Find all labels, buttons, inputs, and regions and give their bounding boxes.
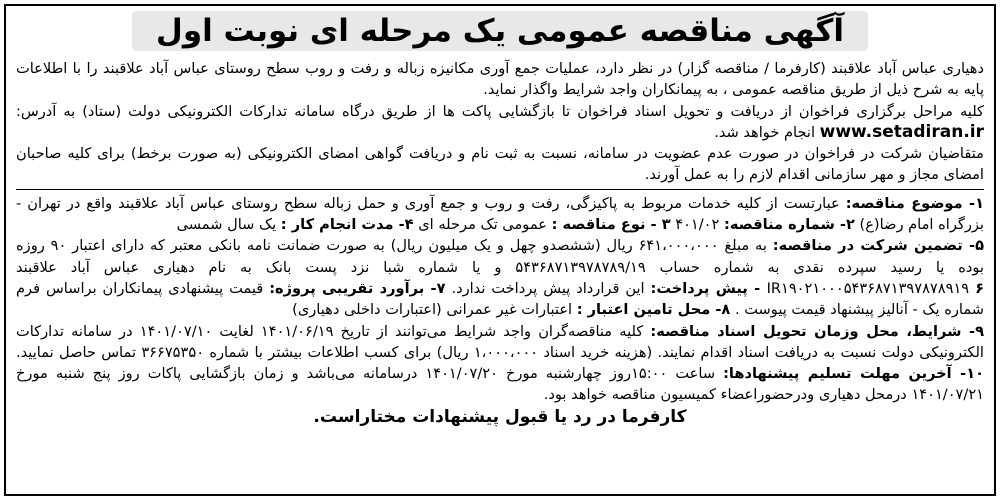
intro-p2-after: انجام خواهد شد. — [714, 123, 815, 141]
item-6-label: ۶ - پیش پرداخت: — [650, 279, 984, 297]
setad-url[interactable]: www.setadiran.ir — [819, 121, 984, 142]
item-2-label: ۲- شماره مناقصه: — [724, 216, 855, 234]
item-8-label: ۸- محل تامین اعتبار : — [576, 301, 731, 319]
item-9-text: کلیه مناقصه‌گران واجد شرایط می‌توانند از تاریخ ۱۴۰۱/۰۶/۱۹ لغایت ۱۴۰۱/۰۷/۱۰ در سامانه تدارکات الکترونیکی دولت نسبت به دریافت اسناد اقدام نمایند. (هزینه خرید اسناد ۱،۰۰۰،۰۰۰ ریال) برای کسب اطلاعات بیشتر با شماره ۳۶۶۷۵۳۵۰ تماس حاصل نمایید. — [16, 322, 984, 361]
item-8-text: اعتبارات غیر عمرانی (اعتبارات داخلی دهیاری) — [292, 301, 573, 319]
item-7-text: قیمت پیشنهادی پیمانکاران براساس فرم شماره یک - آنالیز پیشنهاد قیمت پیوست . — [16, 279, 984, 319]
item-3-value: عمومی تک مرحله ای — [418, 216, 547, 234]
item-1-label: ۱- موضوع مناقصه: — [845, 194, 984, 212]
closing-statement: کارفرما در رد یا قبول پیشنهادات مختاراست. — [313, 406, 687, 427]
intro-paragraph-2 — [16, 101, 984, 144]
item-10-label: ۱۰- آخرین مهلت تسلیم پیشنهادها: — [723, 365, 985, 383]
item-10-text: ساعت ۱۵:۰۰روز چهارشنبه مورخ ۱۴۰۱/۰۷/۲۰ درسامانه می‌باشد و زمان بازگشایی پاکات روز پنج شنبه مورخ ۱۴۰۱/۰۷/۲۱ درمحل دهیاری ودرحضوراعضاء کمیسیون مناقصه خواهد بود. — [16, 365, 984, 404]
intro-paragraph-3: متقاضیان شرکت در فراخوان در صورت عدم عضویت در سامانه، نسبت به ثبت نام و دریافت گواهی امضای الکترونیکی (به صورت برخط) برای کلیه صاحبان امضای مجاز و مهر سازمانی اقدام لازم را به عمل آورند. — [16, 145, 984, 184]
item-5-text: به مبلغ ۶۴۱،۰۰۰،۰۰۰ ریال (ششصدو چهل و یک میلیون ریال) به صورت ضمانت نامه بانکی معتبر که دارای اعتبار ۹۰ روزه بوده یا رسید سپرده نقدی به شماره حساب ۵۴۳۶۸۷۱۳۹۷۸۷۸۹/۱۹ و یا شماره شبا نزد پست بانک به نام دهیاری عباس آباد علاقبند IR۱۹۰۲۱۰۰۰۵۴۳۶۸۷۱۳۹۷۸۷۸۹۱۹ — [16, 237, 984, 297]
item-2-value: ۴۰۱/۰۲ — [675, 216, 720, 234]
item-5-label: ۵- تضمین شرکت در مناقصه: — [772, 237, 985, 255]
item-9-label: ۹- شرایط، محل وزمان تحویل اسناد مناقصه: — [650, 322, 984, 340]
item-1-text: عبارتست از کلیه خدمات مربوط به پاکیزگی، رفت و روب و جمع آوری و حمل زباله سطح روستای عباس آباد علاقبند واقع در تهران - بزرگراه امام رضا(ع) — [16, 194, 984, 234]
intro-paragraph-1: دهیاری عباس آباد علاقبند (کارفرما / مناقصه گزار) در نظر دارد، عملیات جمع آوری مکانیزه زباله و رفت و روب سطح روستای عباس آباد علاقبند را با اطلاعات پایه به شرح ذیل از طریق مناقصه عمومی ، به پیمانکاران واجد شرایط واگذار نماید. — [16, 60, 984, 99]
tender-advertisement — [4, 4, 996, 496]
item-4-label: ۴- مدت انجام کار : — [280, 216, 414, 234]
item-1 — [16, 193, 984, 236]
title-bar — [6, 6, 994, 56]
item-5 — [16, 235, 984, 320]
item-9 — [16, 321, 984, 406]
divider — [16, 189, 984, 190]
item-7-label: ۷- برآورد تقریبی پروژه: — [269, 279, 446, 297]
intro-p2-before: کلیه مراحل برگزاری فراخوان از دریافت و تحویل اسناد فراخوان تا بازگشایی پاکت ها از طریق درگاه سامانه تدارکات الکترونیکی دولت (ستاد) به آدرس: — [16, 102, 984, 120]
item-3-label: ۳ - نوع مناقصه : — [551, 216, 671, 234]
item-6-text: این قرارداد پیش پرداخت ندارد. — [451, 279, 645, 297]
ad-body — [6, 56, 994, 428]
ad-title: آگهی مناقصه عمومی یک مرحله ای نوبت اول — [132, 11, 868, 51]
item-4-value: یک سال شمسی — [176, 216, 277, 234]
